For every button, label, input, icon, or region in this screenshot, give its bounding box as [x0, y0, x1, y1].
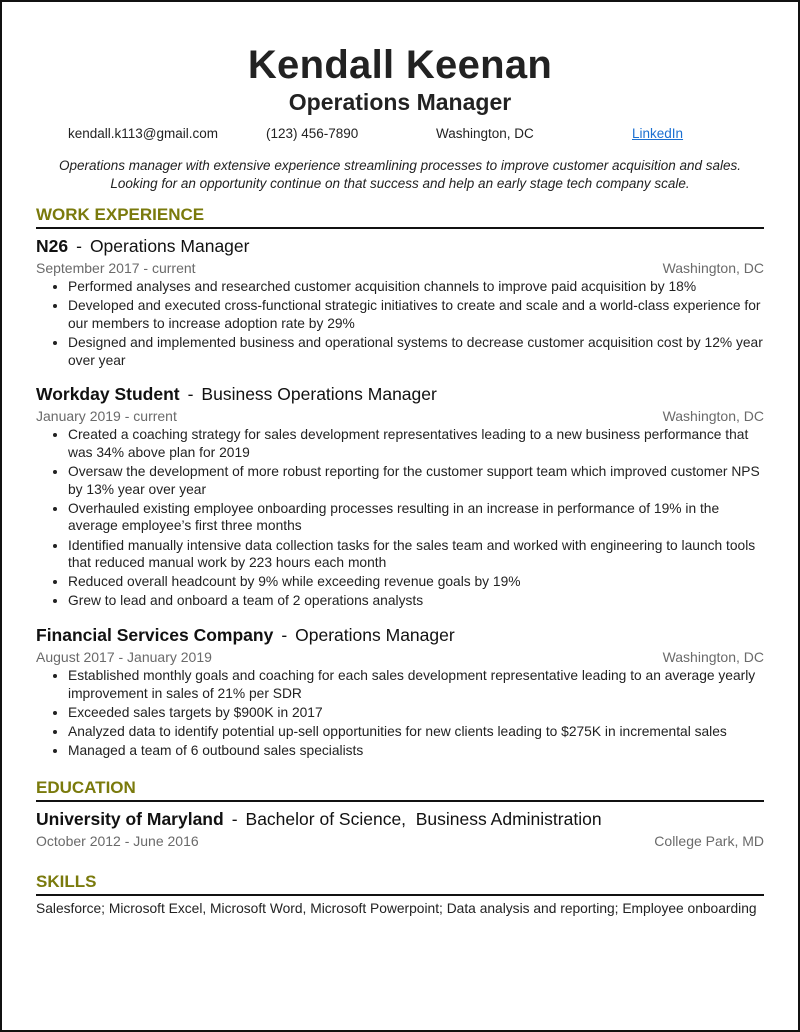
linkedin-link[interactable]: LinkedIn — [632, 126, 684, 141]
summary-line-2: Looking for an opportunity continue on that success and help an early stage tech company scale. — [110, 176, 690, 191]
job-separator: - — [281, 625, 288, 646]
work-experience-list — [36, 235, 764, 760]
job-dates: August 2017 - January 2019 — [36, 649, 212, 666]
job-bullet: • Designed and implemented business and operational systems to decrease customer acquisition cost by 12% year over year — [68, 334, 764, 369]
job-bullet: • Developed and executed cross-functional strategic initiatives to create and scale and a world-class experience for our members to increase adoption rate by 29% — [68, 297, 764, 332]
job-meta — [36, 259, 764, 277]
job-separator: - — [76, 236, 82, 256]
job-header — [36, 235, 764, 257]
job-bullets — [36, 278, 764, 369]
job-dates: January 2019 - current — [36, 408, 177, 425]
education-heading: EDUCATION — [36, 778, 764, 802]
job-company: Workday Student — [36, 384, 180, 405]
job-entry — [36, 235, 764, 369]
job-company: Financial Services Company — [36, 625, 274, 646]
education-degree: Bachelor of Science, Business Administration — [245, 808, 602, 829]
job-header — [36, 383, 764, 405]
job-separator: - — [187, 384, 194, 405]
job-company: N26 — [36, 236, 69, 256]
job-bullet: • Created a coaching strategy for sales development representatives leading to a new business performance that was 34% above plan for 2019 — [68, 426, 764, 461]
contact-location: Washington, DC — [436, 126, 534, 141]
job-bullet: • Established monthly goals and coaching for each sales development representative leading to an average yearly improvement in sales of 21% per SDR — [68, 667, 764, 702]
education-location: College Park, MD — [654, 832, 764, 849]
job-entry — [36, 624, 764, 760]
candidate-role: Operations Manager — [288, 89, 512, 115]
job-bullet: • Analyzed data to identify potential up-sell opportunities for new clients leading to $275K in incremental sales — [68, 723, 764, 741]
job-bullets — [36, 667, 764, 760]
skills-text: Salesforce; Microsoft Excel, Microsoft Word, Microsoft Powerpoint; Data analysis and reporting; Employee onboarding — [36, 900, 757, 916]
job-location: Washington, DC — [662, 408, 764, 425]
education-meta — [36, 832, 764, 850]
job-title: Business Operations Manager — [201, 384, 437, 405]
contact-phone: (123) 456-7890 — [266, 126, 359, 141]
job-bullet: • Exceeded sales targets by $900K in 2017 — [68, 704, 764, 722]
job-bullet: • Overhauled existing employee onboarding processes resulting in an increase in performance of 19% in the average employee’s first three months — [68, 500, 764, 535]
education-header — [36, 808, 764, 830]
job-location: Washington, DC — [662, 649, 764, 666]
job-title: Operations Manager — [89, 236, 250, 256]
education-school: University of Maryland — [36, 808, 224, 829]
job-bullets — [36, 426, 764, 610]
candidate-name: Kendall Keenan — [247, 43, 553, 87]
education-dates: October 2012 - June 2016 — [36, 832, 199, 849]
education-separator: - — [231, 808, 238, 829]
job-bullet: • Grew to lead and onboard a team of 2 operations analysts — [68, 592, 764, 610]
job-entry — [36, 383, 764, 610]
skills-heading: SKILLS — [36, 872, 764, 896]
job-bullet: • Managed a team of 6 outbound sales specialists — [68, 742, 764, 760]
contact-bar — [36, 125, 764, 143]
job-bullet: • Reduced overall headcount by 9% while exceeding revenue goals by 19% — [68, 573, 764, 591]
job-bullet: • Oversaw the development of more robust reporting for the customer support team which improved customer NPS by 13% year over year — [68, 463, 764, 498]
job-location: Washington, DC — [662, 260, 764, 276]
summary — [36, 157, 764, 193]
job-bullet: • Identified manually intensive data collection tasks for the sales team and worked with engineering to launch tools that reduced manual work by 223 hours each month — [68, 537, 764, 572]
work-experience-heading: WORK EXPERIENCE — [36, 205, 764, 229]
job-meta — [36, 648, 764, 666]
job-header — [36, 624, 764, 646]
job-meta — [36, 407, 764, 425]
job-bullet: • Performed analyses and researched customer acquisition channels to improve paid acquisition by 18% — [68, 278, 764, 296]
job-title: Operations Manager — [295, 625, 455, 646]
job-dates: September 2017 - current — [36, 260, 196, 276]
summary-line-1: Operations manager with extensive experience streamlining processes to improve customer acquisition and sales. — [58, 158, 742, 173]
contact-email: kendall.k113@gmail.com — [68, 126, 219, 141]
